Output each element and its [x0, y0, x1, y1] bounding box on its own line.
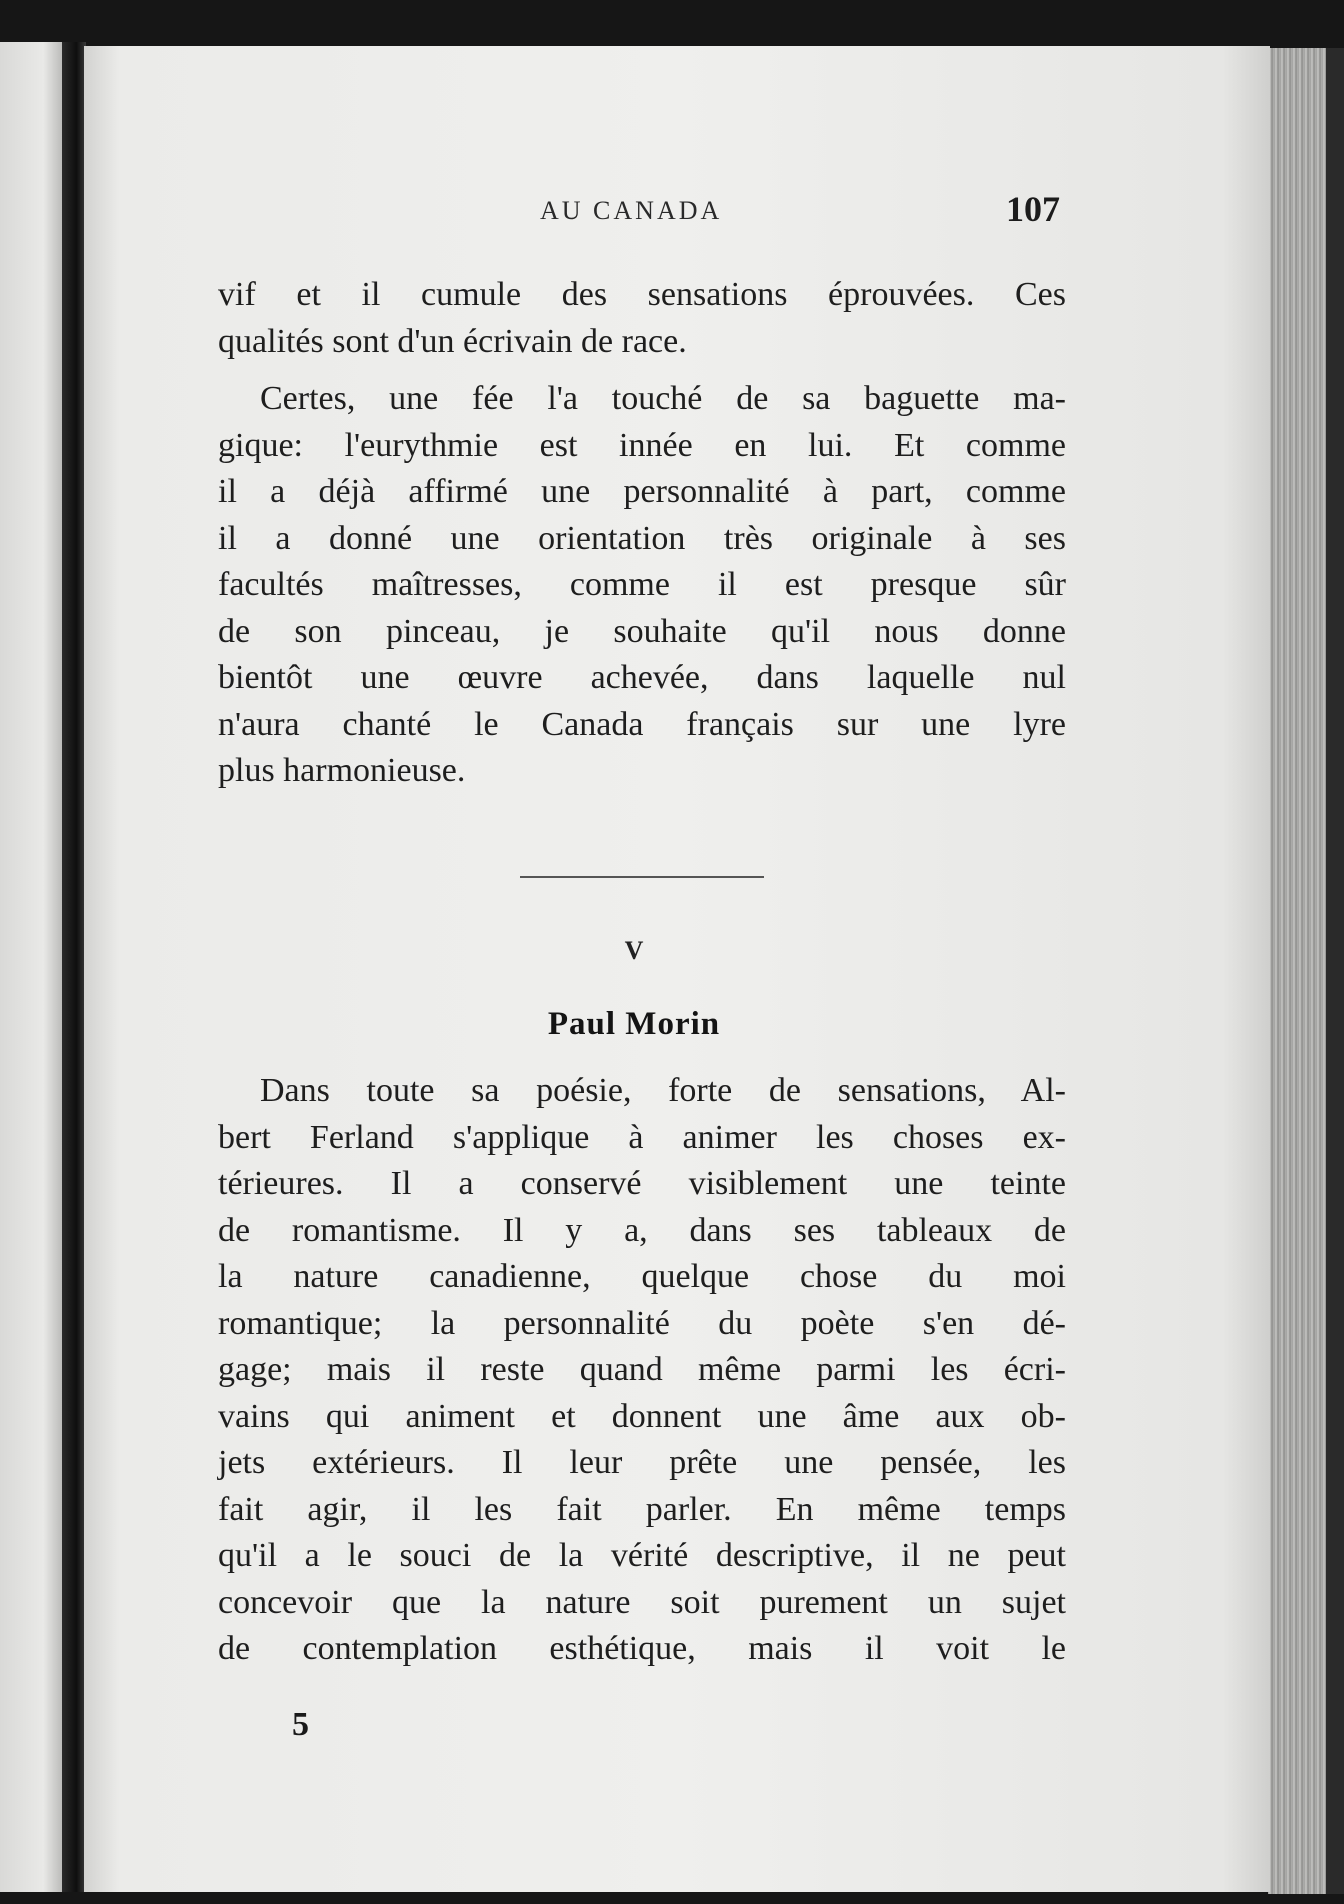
text-line: il a déjà affirmé une personnalité à part, comme — [218, 473, 1066, 510]
paragraph-2 — [218, 376, 1066, 795]
text-line: fait agir, il les fait parler. En même temps — [218, 1490, 1066, 1528]
section-number: V — [624, 936, 644, 965]
signature-mark: 5 — [292, 1706, 309, 1743]
text-line: il a donné une orientation très originale à ses — [218, 519, 1066, 557]
text-line: térieures. Il a conservé visiblement une teinte — [218, 1165, 1066, 1202]
running-header: AU CANADA — [540, 196, 723, 225]
text-line: romantique; la personnalité du poète s'en dé- — [218, 1304, 1066, 1342]
text-line: de son pinceau, je souhaite qu'il nous donne — [218, 612, 1066, 650]
text-line: facultés maîtresses, comme il est presque sûr — [218, 566, 1066, 603]
book-gutter — [62, 42, 86, 1892]
text-line: bert Ferland s'applique à animer les choses ex- — [218, 1118, 1066, 1156]
section-title: Paul Morin — [547, 1006, 721, 1042]
text-line: n'aura chanté le Canada français sur une lyre — [218, 705, 1066, 743]
right-cover-edge — [1326, 48, 1344, 1894]
text-line: vains qui animent et donnent une âme aux ob- — [218, 1397, 1066, 1435]
text-line: plus harmonieuse. — [218, 752, 466, 789]
text-line: gique: l'eurythmie est innée en lui. Et comme — [218, 426, 1066, 464]
paragraph-1 — [218, 272, 1066, 365]
text-line: la nature canadienne, quelque chose du moi — [218, 1258, 1066, 1295]
text-line: concevoir que la nature soit purement un sujet — [218, 1583, 1066, 1621]
text-line: jets extérieurs. Il leur prête une pensée, les — [218, 1444, 1066, 1481]
text-line: vif et il cumule des sensations éprouvées. Ces — [218, 276, 1066, 313]
left-page-edge — [0, 42, 62, 1892]
text-line: Dans toute sa poésie, forte de sensations, Al- — [260, 1072, 1066, 1109]
text-line: de contemplation esthétique, mais il voit le — [218, 1630, 1066, 1667]
text-line: de romantisme. Il y a, dans ses tableaux de — [218, 1211, 1066, 1249]
text-line: qualités sont d'un écrivain de race. — [218, 322, 687, 360]
text-line: qu'il a le souci de la vérité descriptive, il ne peut — [218, 1537, 1066, 1574]
text-line: Certes, une fée l'a touché de sa baguette ma- — [260, 380, 1066, 417]
page-number: 107 — [1006, 189, 1060, 229]
text-line: bientôt une œuvre achevée, dans laquelle nul — [218, 659, 1066, 696]
text-line: gage; mais il reste quand même parmi les écri- — [218, 1351, 1066, 1388]
paragraph-3 — [218, 1068, 1066, 1673]
section-divider — [520, 876, 764, 878]
